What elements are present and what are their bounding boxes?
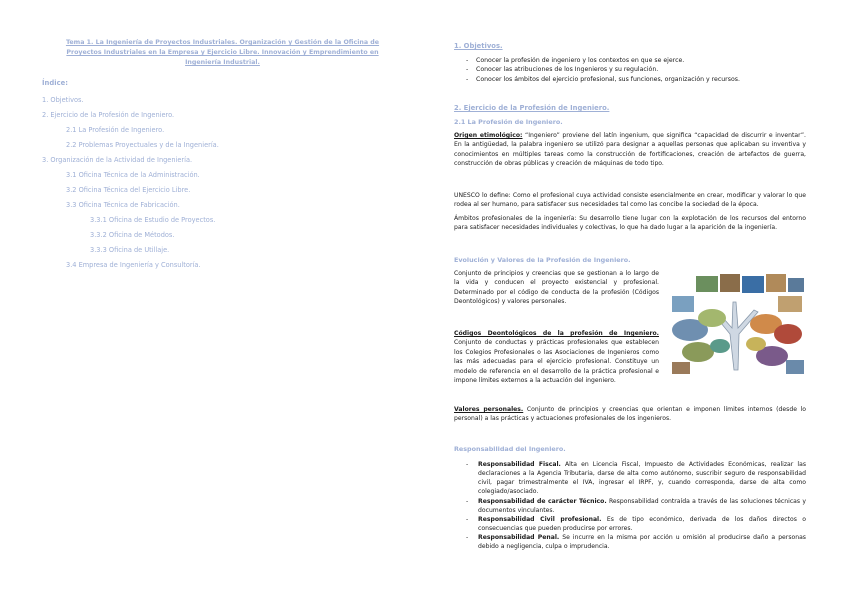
codigos-text: Conjunto de conductas y prácticas profesionales que establecen los Colegios Profesionales o las Asociaciones de Ingenieros como las más adecuadas para el ejercicio profesional. Constituye un modelo de referencia en el desarrollo de la práctica profesional e impone límites externos a la actuación del ingeniero.	[454, 339, 659, 385]
toc-item-oficina-ejercicio-libre[interactable]: 3.2 Oficina Técnica del Ejercicio Libre.	[66, 186, 191, 194]
evolucion-paragraph: Conjunto de principios y creencias que se gestionan a lo largo de la vida y conducen el proyecto existencial y profesional. Determinado por el código de conducta de la profesión (Códigos Deontológicos) y valores personales.	[454, 270, 659, 306]
toc-item-oficina-utillaje[interactable]: 3.3.3 Oficina de Utillaje.	[90, 246, 170, 254]
valores-label: Valores personales.	[454, 406, 524, 413]
toc-item-empresa-ingenieria[interactable]: 3.4 Empresa de Ingeniería y Consultoría.	[66, 261, 201, 269]
ambitos-paragraph: Ámbitos profesionales de la ingeniería: Su desarrollo tiene lugar con la explotación de los recursos del entorno para satisfacer necesidades individuales y colectivas, lo que ha dado lugar a la aparición de la ingeniería.	[454, 215, 806, 232]
objetivos-heading: 1. Objetivos.	[454, 42, 503, 50]
objetivos-list	[466, 56, 796, 84]
origen-text: “Ingeniero” proviene del latín ingenium, que significa “capacidad de discurrir e inventar”. En la antigüedad, la palabra ingeniero se utilizó para designar a aquellas personas que aplicaban su inventiva y conocimientos en múltiples tareas como la construcción de fortificaciones, creación de artefactos de guerra, construcción de obras públicas y creación de máquinas de todo tipo.	[454, 132, 806, 168]
origen-label: Origen etimológico:	[454, 132, 523, 139]
toc-item-organizacion[interactable]: 3. Organización de la Actividad de Ingeniería.	[42, 156, 193, 164]
evolucion-heading: Evolución y Valores de la Profesión de Ingeniero.	[454, 256, 631, 264]
list-item	[466, 460, 806, 497]
valores-paragraph	[454, 405, 806, 424]
resp-civil-text: Es de tipo económico, derivada de los daños directos o consecuencias que pueden producirse por errores.	[478, 515, 806, 532]
list-item: - Conocer la profesión de ingeniero y los contextos en que se ejerce.	[466, 56, 796, 65]
list-item	[466, 497, 806, 515]
list-item: - Conocer los ámbitos del ejercicio profesional, sus funciones, organización y recursos.	[466, 75, 796, 84]
list-item	[466, 533, 806, 551]
toc-item-oficina-metodos[interactable]: 3.3.2 Oficina de Métodos.	[90, 231, 175, 239]
document-title: Tema 1. La Ingeniería de Proyectos Industriales. Organización y Gestión de la Oficina de Proyectos Industriales en la Empresa y Ejercicio Libre. Innovación y Emprendimiento en Ingeniería Industrial.	[65, 39, 380, 67]
list-item: - Conocer las atribuciones de los Ingenieros y su regulación.	[466, 65, 796, 74]
resp-penal-label: Responsabilidad Penal.	[478, 534, 560, 542]
profesion-heading: 2.1 La Profesión de Ingeniero.	[454, 118, 563, 126]
toc-item-problemas[interactable]: 2.2 Problemas Proyectuales y de la Ingeniería.	[66, 141, 219, 149]
resp-fiscal-text: Alta en Licencia Fiscal, Impuesto de Actividades Económicas, realizar las declaraciones a la Agencia Tributaria, darse de alta como autónomo, suscribir seguro de responsabilidad civil, pagar trimestralmente el IVA, ingresar el IRPF, y, cuando corresponda, darse de alta como colegiado/asociado.	[478, 461, 807, 496]
toc-heading: Índice:	[42, 79, 68, 87]
toc-item-profesion[interactable]: 2.1 La Profesión de Ingeniero.	[66, 126, 165, 134]
unesco-paragraph: UNESCO lo define: Como el profesional cuya actividad consiste esencialmente en crear, modificar y valorar lo que rodea al ser humano, para satisfacer sus necesidades tal como las concibe la sociedad de la época.	[454, 192, 806, 209]
toc-item-oficina-estudio[interactable]: 3.3.1 Oficina de Estudio de Proyectos.	[90, 216, 216, 224]
engineering-collage-image	[668, 272, 806, 376]
ejercicio-heading: 2. Ejercicio de la Profesión de Ingeniero.	[454, 104, 610, 112]
left-page	[0, 0, 420, 599]
resp-fiscal-label: Responsabilidad Fiscal.	[478, 461, 561, 468]
codigos-label: Códigos Deontológicos de la profesión de Ingeniero.	[454, 330, 659, 337]
resp-penal-text: Se incurre en la misma por acción u omisión al producirse daño a personas debido a negligencia, culpa o imprudencia.	[478, 534, 806, 551]
toc-item-oficina-fabricacion[interactable]: 3.3 Oficina Técnica de Fabricación.	[66, 201, 180, 209]
resp-tecnico-text: Responsabilidad contraída a través de las soluciones técnicas y documentos vinculantes.	[478, 497, 806, 514]
valores-text: Conjunto de principios y creencias que orientan e imponen límites internos (desde lo personal) a las prácticas y actuaciones profesionales de los ingenieros.	[454, 406, 806, 423]
resp-civil-label: Responsabilidad Civil profesional.	[478, 515, 602, 523]
toc-item-oficina-administracion[interactable]: 3.1 Oficina Técnica de la Administración.	[66, 171, 200, 179]
list-item	[466, 515, 806, 533]
responsabilidad-heading: Responsabilidad del Ingeniero.	[454, 445, 566, 453]
toc-item-objetivos[interactable]: 1. Objetivos.	[42, 96, 84, 104]
toc-item-ejercicio[interactable]: 2. Ejercicio de la Profesión de Ingeniero.	[42, 111, 175, 119]
origen-paragraph	[454, 131, 806, 169]
responsabilidad-list	[466, 460, 806, 551]
resp-tecnico-label: Responsabilidad de carácter Técnico.	[478, 497, 607, 505]
codigos-paragraph	[454, 329, 659, 386]
